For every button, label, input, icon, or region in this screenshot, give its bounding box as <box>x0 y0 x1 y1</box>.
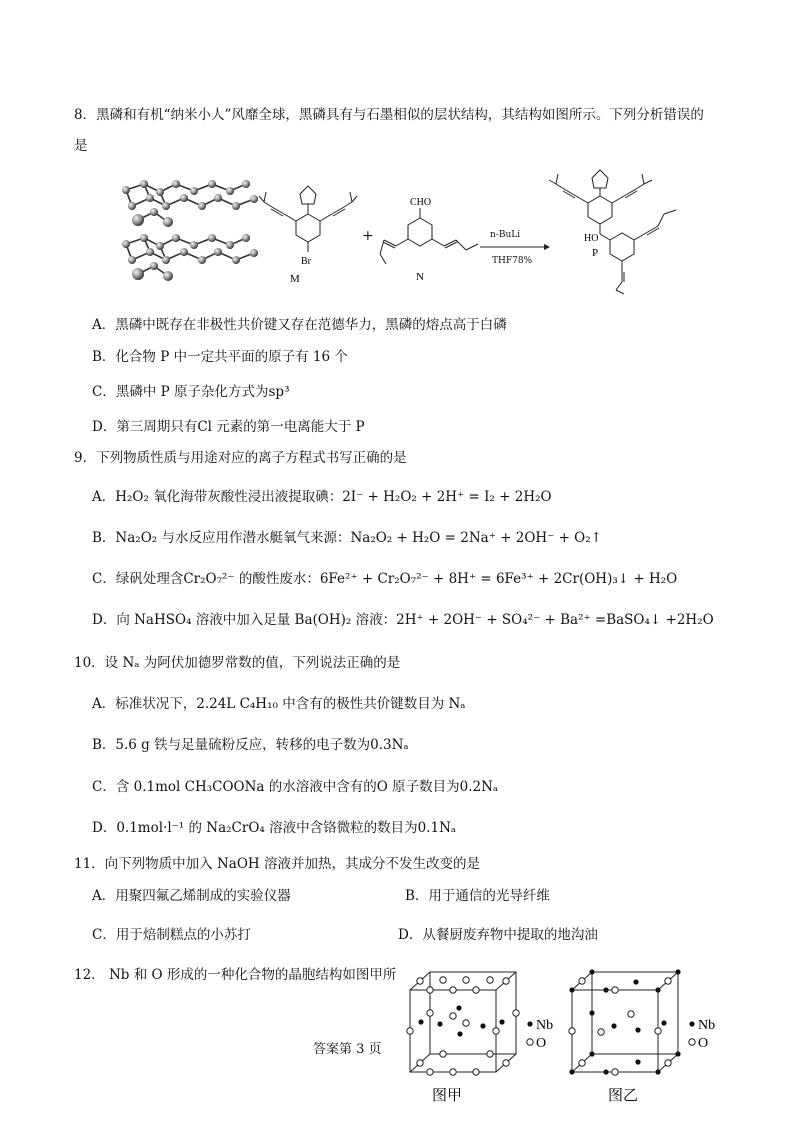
q9-option-b: B．Na₂O₂ 与水反应用作潜水艇氧气来源：Na₂O₂ + H₂O = 2Na⁺ + 2OH⁻ + O₂↑ <box>92 530 602 546</box>
legend-nb-a: Nb <box>536 1018 554 1033</box>
label-ho: HO <box>584 233 599 244</box>
label-cho: CHO <box>410 197 432 208</box>
black-phosphorus-structure <box>118 176 266 288</box>
q8-option-d: D．第三周期只有Cl 元素的第一电离能大于 P <box>92 419 365 435</box>
q11-option-d: D．从餐厨废弃物中提取的地沟油 <box>398 927 598 943</box>
compound-n-structure <box>376 194 486 288</box>
compound-m-structure <box>258 182 358 286</box>
label-m: M <box>290 273 300 285</box>
legend-o-a: O <box>536 1036 547 1051</box>
solvent-label: THF78% <box>492 256 533 266</box>
q11-option-a: A．用聚四氟乙烯制成的实验仪器 <box>92 888 291 904</box>
q8-option-b: B．化合物 P 中一定共平面的原子有 16 个 <box>92 349 348 365</box>
legend-o-b: O <box>698 1036 709 1051</box>
crystal-cell-figure-a <box>404 968 580 1108</box>
q11-option-b: B．用于通信的光导纤维 <box>405 888 550 904</box>
reaction-arrow <box>480 242 550 252</box>
figure-a-caption: 图甲 <box>432 1088 463 1104</box>
q10-option-b: B．5.6 g 铁与足量硫粉反应，转移的电子数为0.3Nₐ <box>92 737 409 753</box>
q10-option-a: A．标准状况下，2.24L C₄H₁₀ 中含有的极性共价键数目为 Nₐ <box>92 696 466 712</box>
q9-option-a: A．H₂O₂ 氧化海带灰酸性浸出液提取碘：2I⁻ + H₂O₂ + 2H⁺ = I₂ + 2H₂O <box>92 489 552 505</box>
q10-option-c: C．含 0.1mol CH₃COONa 的水溶液中含有的O 原子数目为0.2Nₐ <box>92 779 499 795</box>
q10-option-d: D．0.1mol·l⁻¹ 的 Na₂CrO₄ 溶液中含铬微粒的数目为0.1Nₐ <box>92 820 457 836</box>
legend-nb-b: Nb <box>698 1018 716 1033</box>
label-p: P <box>592 247 599 259</box>
q8-option-c: C．黑磷中 P 原子杂化方式为sp³ <box>92 384 290 400</box>
label-br: Br <box>301 256 311 267</box>
q12-stem: 12． Nb 和 O 形成的一种化合物的晶胞结构如图甲所 <box>74 967 397 983</box>
q9-option-c: C．绿矾处理含Cr₂O₇²⁻ 的酸性废水：6Fe²⁺ + Cr₂O₇²⁻ + 8H⁺ = 6Fe³⁺ + 2Cr(OH)₃↓ + H₂O <box>92 571 678 587</box>
q9-option-d: D．向 NaHSO₄ 溶液中加入足量 Ba(OH)₂ 溶液：2H⁺ + 2OH⁻ + SO₄²⁻ + Ba²⁺ =BaSO₄↓ +2H₂O <box>92 612 714 628</box>
q8-option-a: A．黑磷中既存在非极性共价键又存在范德华力，黑磷的熔点高于白磷 <box>92 317 507 333</box>
page-footer: 答案第 3 页 <box>313 1042 382 1057</box>
crystal-cell-figure-b <box>566 968 736 1108</box>
compound-p-structure <box>548 168 678 294</box>
q11-stem: 11．向下列物质中加入 NaOH 溶液并加热，其成分不发生改变的是 <box>74 856 480 872</box>
q10-stem: 10．设 Nₐ 为阿伏加德罗常数的值，下列说法正确的是 <box>74 655 401 671</box>
q9-stem: 9．下列物质性质与用途对应的离子方程式书写正确的是 <box>74 450 407 466</box>
reagent-label: n-BuLi <box>490 230 521 240</box>
label-n: N <box>416 271 424 283</box>
q11-option-c: C．用于焙制糕点的小苏打 <box>92 927 251 943</box>
figure-b-caption: 图乙 <box>608 1088 639 1104</box>
q8-stem-line2: 是 <box>74 138 88 154</box>
q8-stem-line1: 8．黑磷和有机“纳米小人”风靡全球，黑磷具有与石墨相似的层状结构，其结构如图所示。下列分析错误的 <box>74 107 704 123</box>
